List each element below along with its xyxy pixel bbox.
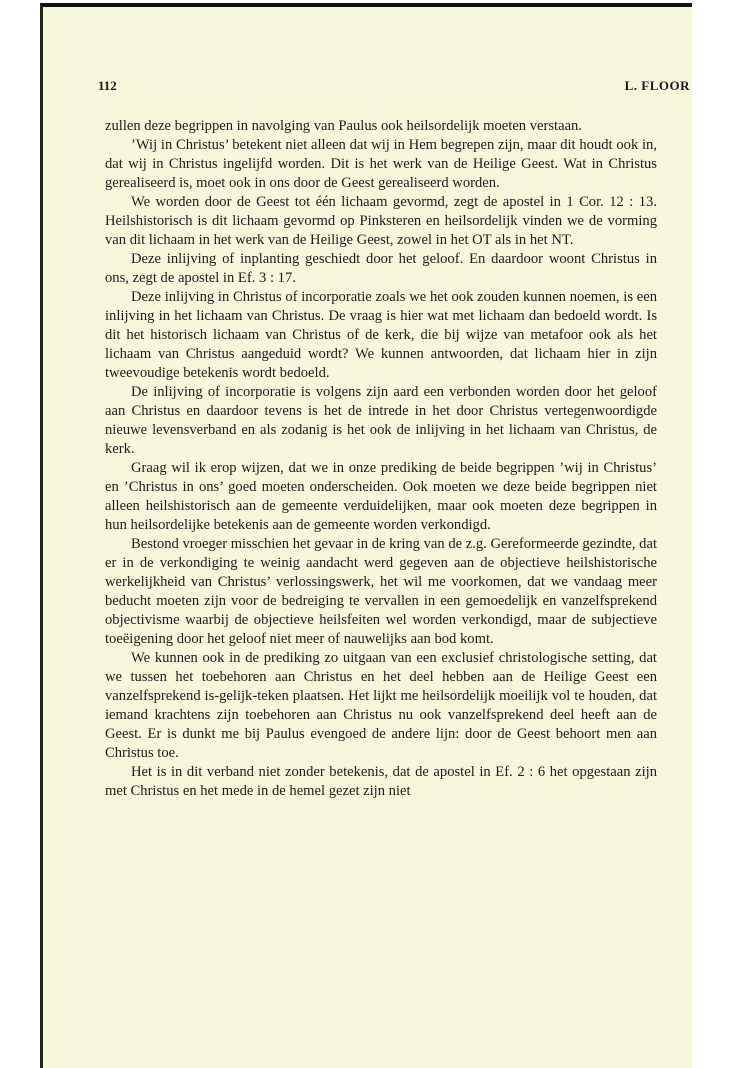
paragraph: Het is in dit verband niet zonder betekenis, dat de apostel in Ef. 2 : 6 het opgestaan zijn met Christus en het mede in de hemel gezet zijn niet: [105, 764, 657, 799]
paragraph: zullen deze begrippen in navolging van Paulus ook heilsordelijk moeten verstaan.: [105, 118, 583, 134]
running-header: [98, 78, 690, 94]
paragraph: Bestond vroeger misschien het gevaar in de kring van de z.g. Gereformeerde gezindte, dat er in de verkondiging te weinig aandacht werd gegeven aan de objectieve heilshistorische werkelijkheid van Christus’ verlossingswerk, het wil me voorkomen, dat we vandaag meer beducht moeten zijn voor de bedreiging te vervallen in een gemoedelijk en vanzelfsprekend objectivisme waarbij de objectieve heilsfeiten wel worden verkondigd, maar de subjectieve toeëigening door het geloof niet meer of nauwelijks aan bod komt.: [105, 536, 657, 647]
paragraph: We worden door de Geest tot één lichaam gevormd, zegt de apostel in 1 Cor. 12 : 13. Heilshistorisch is dit lichaam gevormd op Pinksteren en heilsordelijk vinden we de vorming van dit lichaam in het werk van de Heilige Geest, zowel in het OT als in het NT.: [105, 194, 657, 248]
paragraph: De inlijving of incorporatie is volgens zijn aard een verbonden worden door het geloof aan Christus en daardoor tevens is het de intrede in het door Christus vertegenwoordigde nieuwe levensverband en als zodanig is het ook de inlijving in het lichaam van Christus, de kerk.: [105, 384, 657, 457]
paragraph: Deze inlijving in Christus of incorporatie zoals we het ook zouden kunnen noemen, is een inlijving in het lichaam van Christus. De vraag is hier wat met lichaam dan bedoeld wordt. Is dit het historisch lichaam van Christus of de kerk, die bij wijze van metafoor ook als het lichaam van Christus aangeduid wordt? We kunnen antwoorden, dat lichaam hier in zijn tweevoudige betekenis wordt bedoeld.: [105, 289, 657, 381]
paragraph: ’Wij in Christus’ betekent niet alleen dat wij in Hem begrepen zijn, maar dit houdt ook in, dat wij in Christus ingelijfd worden. Dit is het werk van de Heilige Geest. Wat in Christus gerealiseerd is, moet ook in ons door de Geest gerealiseerd worden.: [105, 137, 657, 191]
paragraph: Graag wil ik erop wijzen, dat we in onze prediking de beide begrippen ’wij in Christus’ en ’Christus in ons’ goed moeten onderscheiden. Ook moeten we deze beide begrippen niet alleen heilshistorisch aan de gemeente verduidelijken, maar ook moeten deze begrippen in hun heilsordelijke betekenis aan de gemeente worden verkondigd.: [105, 460, 657, 533]
body-text: [105, 117, 657, 801]
paragraph: We kunnen ook in de prediking zo uitgaan van een exclusief christologische setting, dat we tussen het toebehoren aan Christus en het deel hebben aan de Heilige Geest een vanzelfsprekend is-gelijk-teken plaatsen. Het lijkt me heilsordelijk moeilijk vol te houden, dat iemand krachtens zijn toebehoren aan Christus nu ook vanzelfsprekend deel heeft aan de Geest. Er is dunkt me bij Paulus evengoed de andere lijn: door de Geest behoort men aan Christus toe.: [105, 650, 657, 761]
page-number: 112: [98, 78, 117, 93]
paragraph: Deze inlijving of inplanting geschiedt door het geloof. En daardoor woont Christus in ons, zegt de apostel in Ef. 3 : 17.: [105, 251, 657, 286]
running-head-author: L. FLOOR: [624, 78, 690, 93]
